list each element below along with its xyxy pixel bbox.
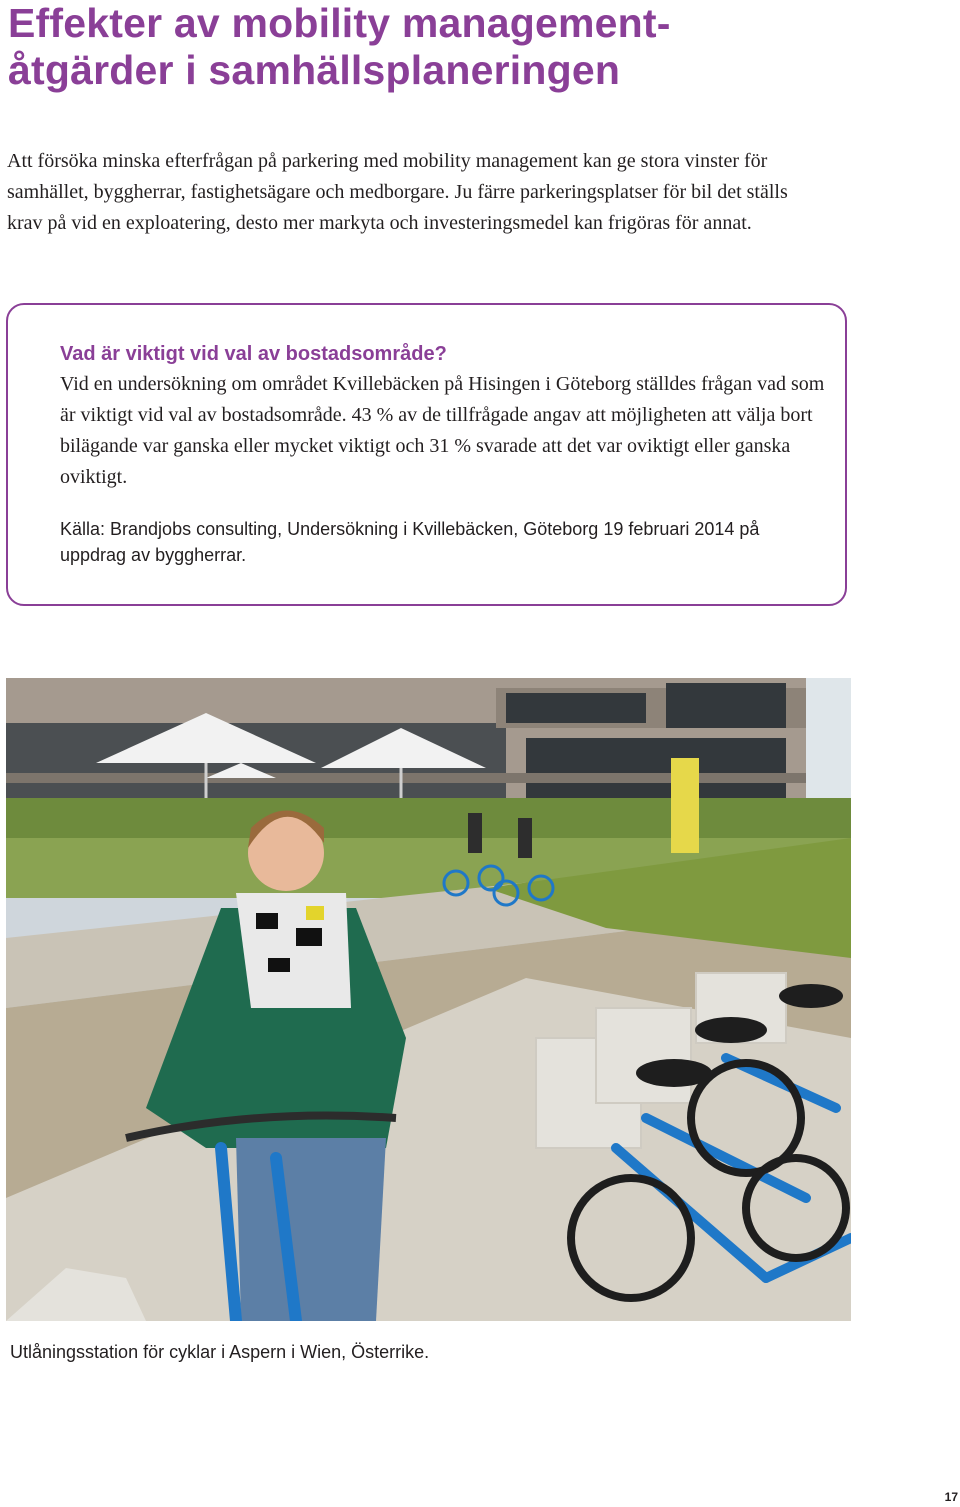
fact-box-source: Källa: Brandjobs consulting, Undersökning i Kvillebäcken, Göteborg 19 februari 2014 på uppdrag av byggherrar. [60, 519, 760, 565]
fact-box-body: Vid en undersökning om området Kvillebäcken på Hisingen i Göteborg ställdes frågan vad som är viktigt vid val av bostadsområde. 43 % av de tillfrågade angav att möjligheten att välja bort bilägande var ganska eller mycket viktigt och 31 % svarade att det var oviktigt eller ganska oviktigt. [60, 373, 825, 488]
photo-illustration [6, 678, 851, 1321]
fact-box-heading: Vad är viktigt vid val av bostadsområde? [60, 343, 447, 365]
page-title: Effekter av mobility management- åtgärder i samhällsplaneringen [8, 0, 671, 93]
page-number: 17 [944, 1490, 958, 1504]
fact-box [6, 303, 847, 606]
intro-paragraph: Att försöka minska efterfrågan på parkering med mobility management kan ge stora vinster för samhället, byggherrar, fastighetsägare och medborgare. Ju färre parkeringsplatser för bil det ställs krav på vid en exploatering, desto mer markyta och investeringsmedel kan frigöras för annat. [7, 150, 788, 234]
photo-caption: Utlåningsstation för cyklar i Aspern i Wien, Österrike. [10, 1342, 430, 1362]
bike-station-photo [6, 678, 851, 1321]
